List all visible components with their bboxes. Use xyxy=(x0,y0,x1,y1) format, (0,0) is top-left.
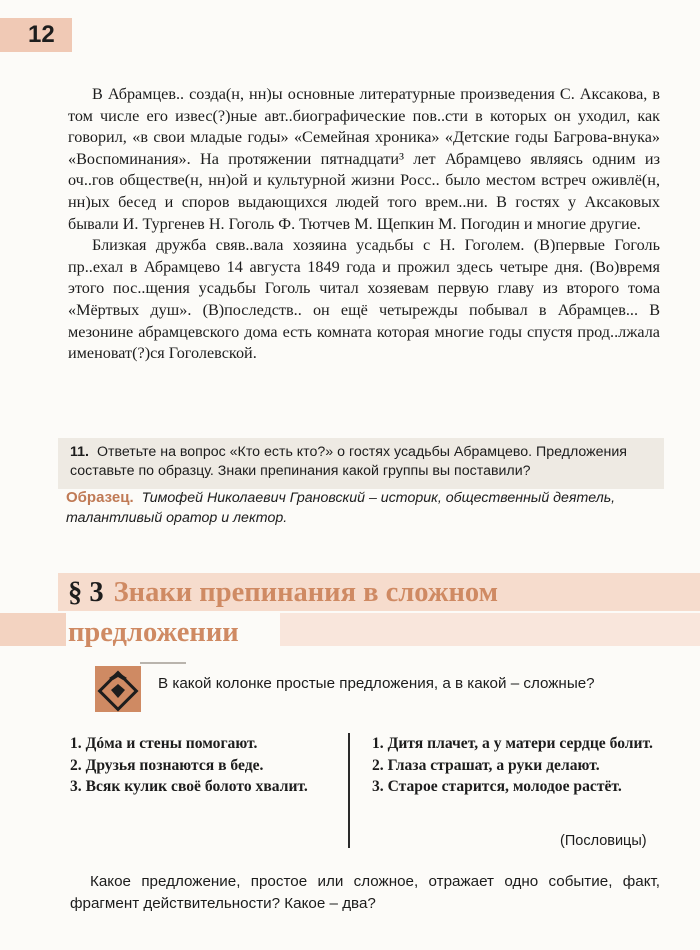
task-11 xyxy=(58,438,664,489)
sample-text: Тимофей Николаевич Грановский – историк, общественный деятель, талантливый оратор и лектор. xyxy=(66,490,616,526)
column-divider xyxy=(348,733,350,848)
section-band-left xyxy=(0,613,66,646)
page-number: 12 xyxy=(28,21,55,48)
right-item: 1. Дитя плачет, а у матери сердце болит. xyxy=(372,735,653,752)
sample xyxy=(66,488,666,528)
left-item: 3. Всяк кулик своё болото хвалит. xyxy=(70,778,308,795)
question: В какой колонке простые предложения, а в какой – сложные? xyxy=(158,675,595,692)
right-item: 3. Старое старится, молодое растёт. xyxy=(372,778,622,795)
task-number: 11. xyxy=(70,444,89,460)
left-item: 2. Друзья познаются в беде. xyxy=(70,756,264,774)
section-title xyxy=(68,573,688,653)
exercise-icon xyxy=(95,666,141,712)
source-note: (Пословицы) xyxy=(560,833,647,849)
paragraph-2: Близкая дружба свяв..вала хозяина усадьбы с Н. Гоголем. (В)первые Гоголь пр..ехал в Абрамцево 14 августа 1849 года и прожил здесь четыре дня. (Во)время этого пос..щения усадьбы Гоголь читал хозяевам первую главу из второго тома «Мёртвых душ». (В)последств.. он ещё четырежды побывал в Абрамцев... В мезонине абрамцевского дома есть комната которая многие годы спустя прод..лжала именоват(?)ся Гоголевской. xyxy=(68,236,660,363)
body-text xyxy=(68,84,660,365)
section-number: § 3 xyxy=(68,577,104,608)
task-text: Ответьте на вопрос «Кто есть кто?» о гостях усадьбы Абрамцево. Предложения составьте по образцу. Знаки препинания какой группы вы поставили? xyxy=(70,444,627,479)
final-question: Какое предложение, простое или сложное, отражает одно событие, факт, фрагмент действительности? Какое – два? xyxy=(70,873,660,912)
section-title-line2: предложении xyxy=(68,617,239,648)
paragraph-1: В Абрамцев.. созда(н, нн)ы основные литературные произведения С. Аксакова, в том числе его извес(?)ные авт..биографические пов..сти в которых он уходил, как говорил, «в свои младые годы» «Семейная хроника» «Детские годы Багрова-внука» «Воспоминания». На протяжении пятнадцати³ лет Абрамцево являясь одним из оч..гов обществе(н, нн)ой и культурной жизни Росс.. было местом встреч оживлё(н, нн)ых бесед и споров выдающихся людей того врем..ни. В гостях у Аксаковых бывали И. Тургенев Н. Гоголь Ф. Тютчев М. Щепкин М. Погодин и многие другие. xyxy=(68,85,660,233)
sample-label: Образец. xyxy=(66,489,134,506)
left-column xyxy=(70,733,340,798)
right-column xyxy=(372,733,662,798)
icon-rule xyxy=(140,662,186,664)
section-title-line1: Знаки препинания в сложном xyxy=(113,577,499,608)
right-item: 2. Глаза страшат, а руки делают. xyxy=(372,756,600,774)
left-item: 1. Дóма и стены помогают. xyxy=(70,735,258,752)
